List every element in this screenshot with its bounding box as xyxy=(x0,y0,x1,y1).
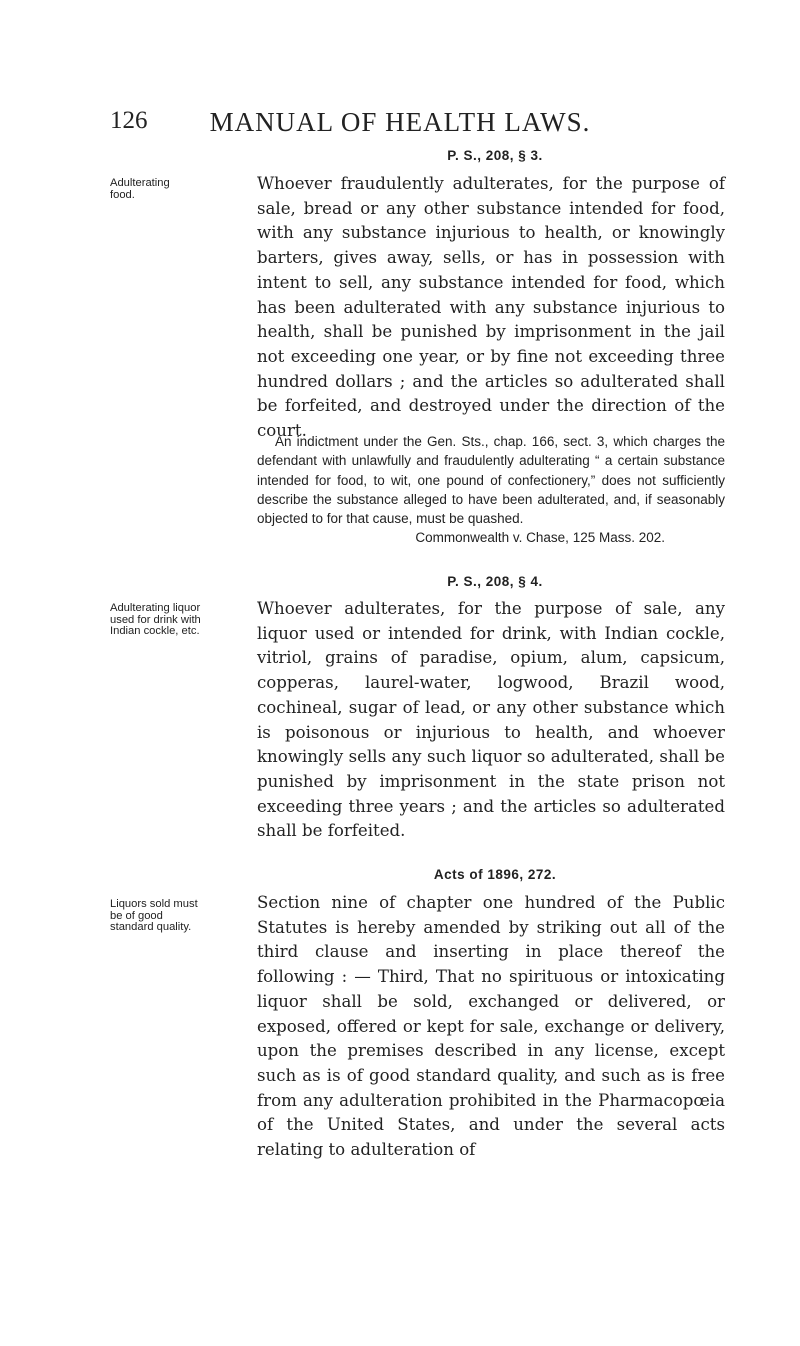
running-title: MANUAL OF HEALTH LAWS. xyxy=(209,107,591,137)
case-reference: Commonwealth v. Chase, 125 Mass. 202. xyxy=(415,530,665,546)
statute-paragraph: Whoever adulterates, for the purpose of sale, any liquor used or intended for drink, with Indian cockle, vitriol, grains of paradise, opium, alum, capsicum, copperas, laurel-water, logwood, Brazil wood, cochineal, sugar of lead, or any other substance which is poisonous or injurious to health, and whoever knowingly sells any such liquor so adulterated, shall be punished by imprisonment in the state prison not exceeding three years ; and the articles so adulterated shall be forfeited. xyxy=(257,599,725,841)
margin-note: Adulterating food. xyxy=(110,177,170,201)
page-header xyxy=(110,107,690,147)
section-citation: P. S., 208, § 4. xyxy=(447,574,543,589)
statute-paragraph: Section nine of chapter one hundred of the Public Statutes is hereby amended by striking out all of the third clause and inserting in place thereof the following : — Third, That no spirituous or intoxicating liquor shall be sold, exchanged or delivered, or exposed, offered or kept for sale, exchange or delivery, upon the premises described in any license, except such as is of good standard quality, and such as is free from any adulteration prohibited in the Pharmacopœia of the United States, and under the several acts relating to adulteration of xyxy=(257,893,725,1160)
section-citation: Acts of 1896, 272. xyxy=(433,867,557,882)
margin-note: Liquors sold must be of good standard quality. xyxy=(110,898,198,933)
section-citation: P. S., 208, § 3. xyxy=(447,148,543,163)
case-note-text: An indictment under the Gen. Sts., chap. 166, sect. 3, which charges the defendant with unlawfully and fraudulently adulterating “ a certain substance intended for food, to wit, one pound of confectionery,” does not sufficiently describe the substance alleged to have been adulterated, and, if seasonably objected to for that cause, must be quashed. xyxy=(257,434,725,527)
statute-paragraph: Whoever fraudulently adulterates, for the purpose of sale, bread or any other substance intended for food, with any substance injurious to health, or knowingly barters, gives away, sells, or has in possession with intent to sell, any substance intended for food, which has been adulterated with any substance injurious to health, shall be punished by imprisonment in the jail not exceeding one year, or by fine not exceeding three hundred dollars ; and the articles so adulterated shall be forfeited, and destroyed under the direction of the court. xyxy=(257,174,725,441)
page-number: 126 xyxy=(110,107,148,134)
case-note xyxy=(257,432,725,548)
margin-note: Adulterating liquor used for drink with Indian cockle, etc. xyxy=(110,602,201,637)
